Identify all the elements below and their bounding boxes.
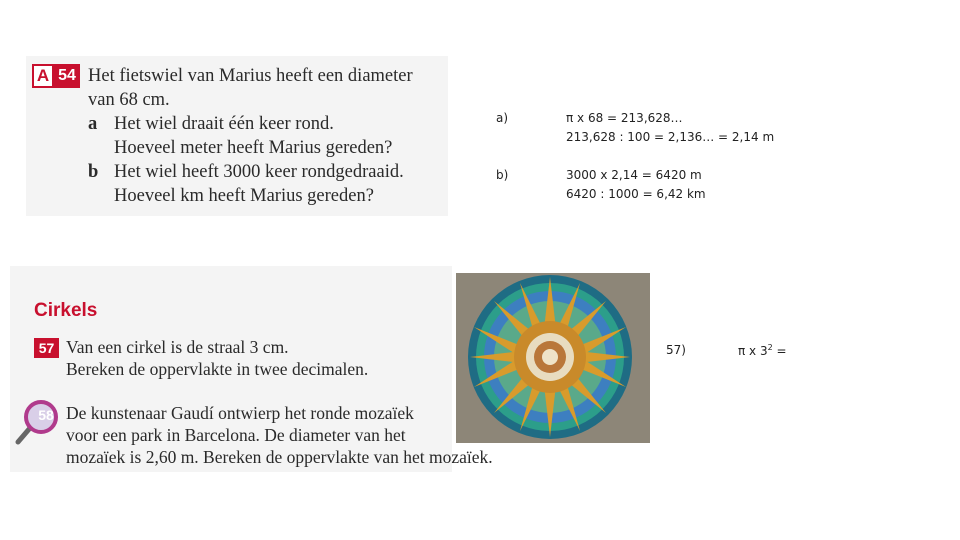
exercise-58-line-3: mozaïek is 2,60 m. Bereken de oppervlakte van het mozaïek. <box>66 447 493 467</box>
answer-57 <box>666 343 787 358</box>
gaudi-mosaic-photo <box>456 273 650 443</box>
answer-a-line-2: 213,628 : 100 = 2,136… = 2,14 m <box>566 130 775 144</box>
question-a <box>88 112 413 136</box>
question-a-label: a <box>88 114 98 134</box>
question-b-line-2: Hoeveel km heeft Marius gereden? <box>114 186 374 206</box>
section-heading: Cirkels <box>34 300 98 321</box>
formula-end: = <box>772 344 787 358</box>
exercise-badge-58: 58 <box>38 407 54 423</box>
exercise-58-text <box>66 402 493 468</box>
answer-a-line-1: π x 68 = 213,628… <box>566 111 683 125</box>
exercise-57-line-2: Bereken de oppervlakte in twee decimalen. <box>66 359 369 379</box>
formula-base: π x 3 <box>738 344 768 358</box>
question-b <box>88 160 413 184</box>
answer-a-label: a) <box>496 111 509 125</box>
answer-b-label: b) <box>496 168 509 182</box>
answer-b-line-2: 6420 : 1000 = 6,42 km <box>566 187 706 201</box>
cirkels-scan <box>10 266 493 472</box>
question-a-spacer <box>88 136 114 160</box>
question-b-label: b <box>88 162 99 182</box>
question-b-row-2 <box>88 184 413 208</box>
answer-57-formula <box>738 343 787 358</box>
badge-letter: A <box>32 64 54 88</box>
exercise-badge-54 <box>32 64 80 86</box>
badge-number: 54 <box>54 64 80 88</box>
question-a-line-2: Hoeveel meter heeft Marius gereden? <box>114 138 393 158</box>
exercise-54-scan <box>26 56 448 216</box>
exercise-57-line-1: Van een cirkel is de straal 3 cm. <box>66 337 289 357</box>
formula-exponent: 2 <box>767 343 773 352</box>
question-b-line-1: Het wiel heeft 3000 keer rondgedraaid. <box>114 162 404 182</box>
question-a-row-2 <box>88 136 413 160</box>
answer-b-line-1: 3000 x 2,14 = 6420 m <box>566 168 702 182</box>
question-b-spacer <box>88 184 114 208</box>
exercise-58-line-2: voor een park in Barcelona. De diameter van het <box>66 425 406 445</box>
exercise-58-line-1: De kunstenaar Gaudí ontwierp het ronde mozaïek <box>66 403 414 423</box>
exercise-badge-57: 57 <box>34 338 59 358</box>
exercise-54-intro-2: van 68 cm. <box>88 90 170 110</box>
answer-57-label: 57) <box>666 343 686 357</box>
exercise-57-text <box>66 336 368 380</box>
exercise-54-intro-1: Het fietswiel van Marius heeft een diameter <box>88 66 413 86</box>
question-a-line-1: Het wiel draait één keer rond. <box>114 114 334 134</box>
exercise-54-text <box>88 64 413 208</box>
